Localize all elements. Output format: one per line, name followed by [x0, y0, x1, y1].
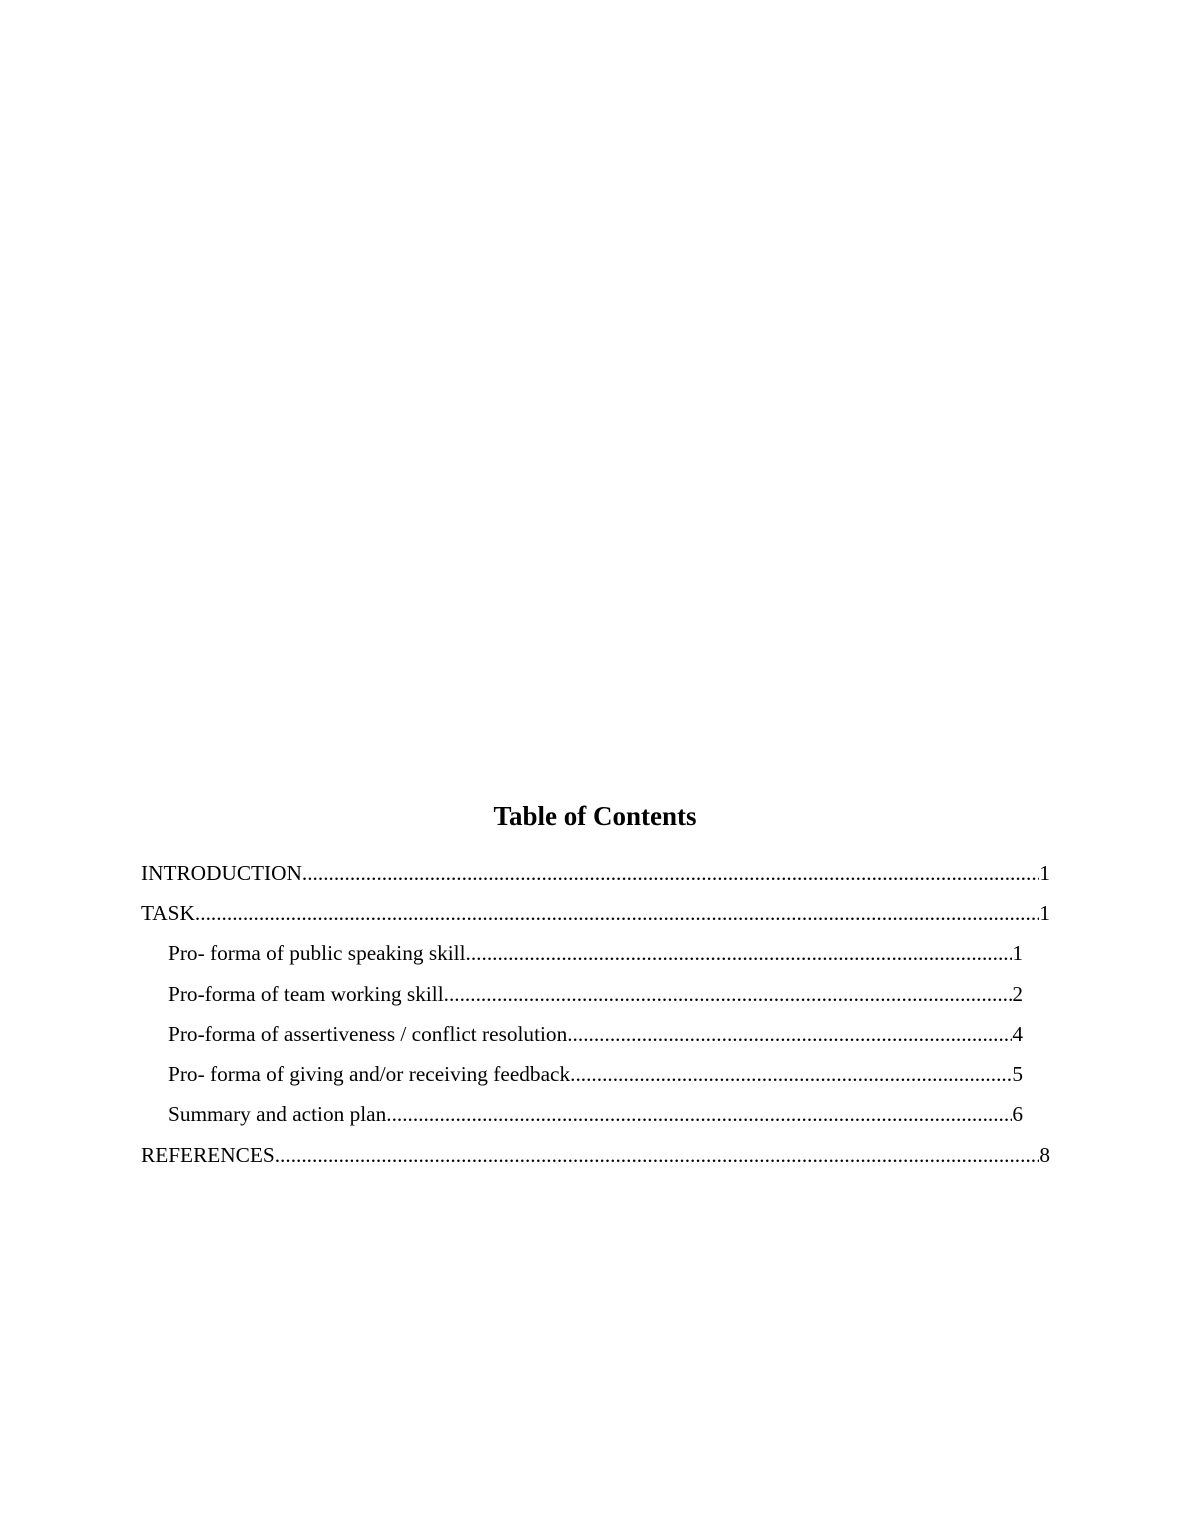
- toc-dot-leader: [567, 1017, 1012, 1051]
- toc-dot-leader: [570, 1057, 1012, 1091]
- toc-dot-leader: [275, 1138, 1040, 1172]
- toc-entry-label: REFERENCES: [141, 1143, 275, 1167]
- toc-dot-leader: [466, 936, 1013, 970]
- toc-entry-label: Pro-forma of assertiveness / conflict resolution: [168, 1022, 568, 1046]
- toc-entry-page-number: 4: [1012, 1022, 1023, 1046]
- toc-entry-label: Summary and action plan: [168, 1102, 387, 1126]
- toc-entry-public-speaking[interactable]: [168, 936, 1023, 970]
- toc-entry-label: Pro- forma of giving and/or receiving feedback: [168, 1062, 571, 1086]
- toc-entry-label: Pro- forma of public speaking skill: [168, 941, 466, 965]
- toc-dot-leader: [195, 896, 1039, 930]
- toc-dot-leader: [386, 1097, 1012, 1131]
- toc-entry-team-working[interactable]: [168, 977, 1023, 1011]
- toc-entry-summary[interactable]: [168, 1097, 1023, 1131]
- toc-entry-references[interactable]: [141, 1138, 1050, 1172]
- toc-entry-label: INTRODUCTION: [141, 861, 302, 885]
- toc-entry-page-number: 1: [1012, 941, 1023, 965]
- toc-entry-page-number: 2: [1012, 982, 1023, 1006]
- toc-entry-introduction[interactable]: [141, 856, 1050, 890]
- toc-dot-leader: [444, 977, 1013, 1011]
- toc-entry-label: Pro-forma of team working skill: [168, 982, 444, 1006]
- toc-entry-task[interactable]: [141, 896, 1050, 930]
- toc-entry-page-number: 6: [1012, 1102, 1023, 1126]
- toc-entry-assertiveness[interactable]: [168, 1017, 1023, 1051]
- toc-entry-feedback[interactable]: [168, 1057, 1023, 1091]
- toc-dot-leader: [302, 856, 1039, 890]
- toc-entry-page-number: 1: [1039, 861, 1050, 885]
- toc-title: Table of Contents: [493, 801, 697, 831]
- toc-entry-page-number: 8: [1039, 1143, 1050, 1167]
- toc-entry-page-number: 5: [1012, 1062, 1023, 1086]
- toc-entry-page-number: 1: [1039, 901, 1050, 925]
- toc-entry-label: TASK: [141, 901, 195, 925]
